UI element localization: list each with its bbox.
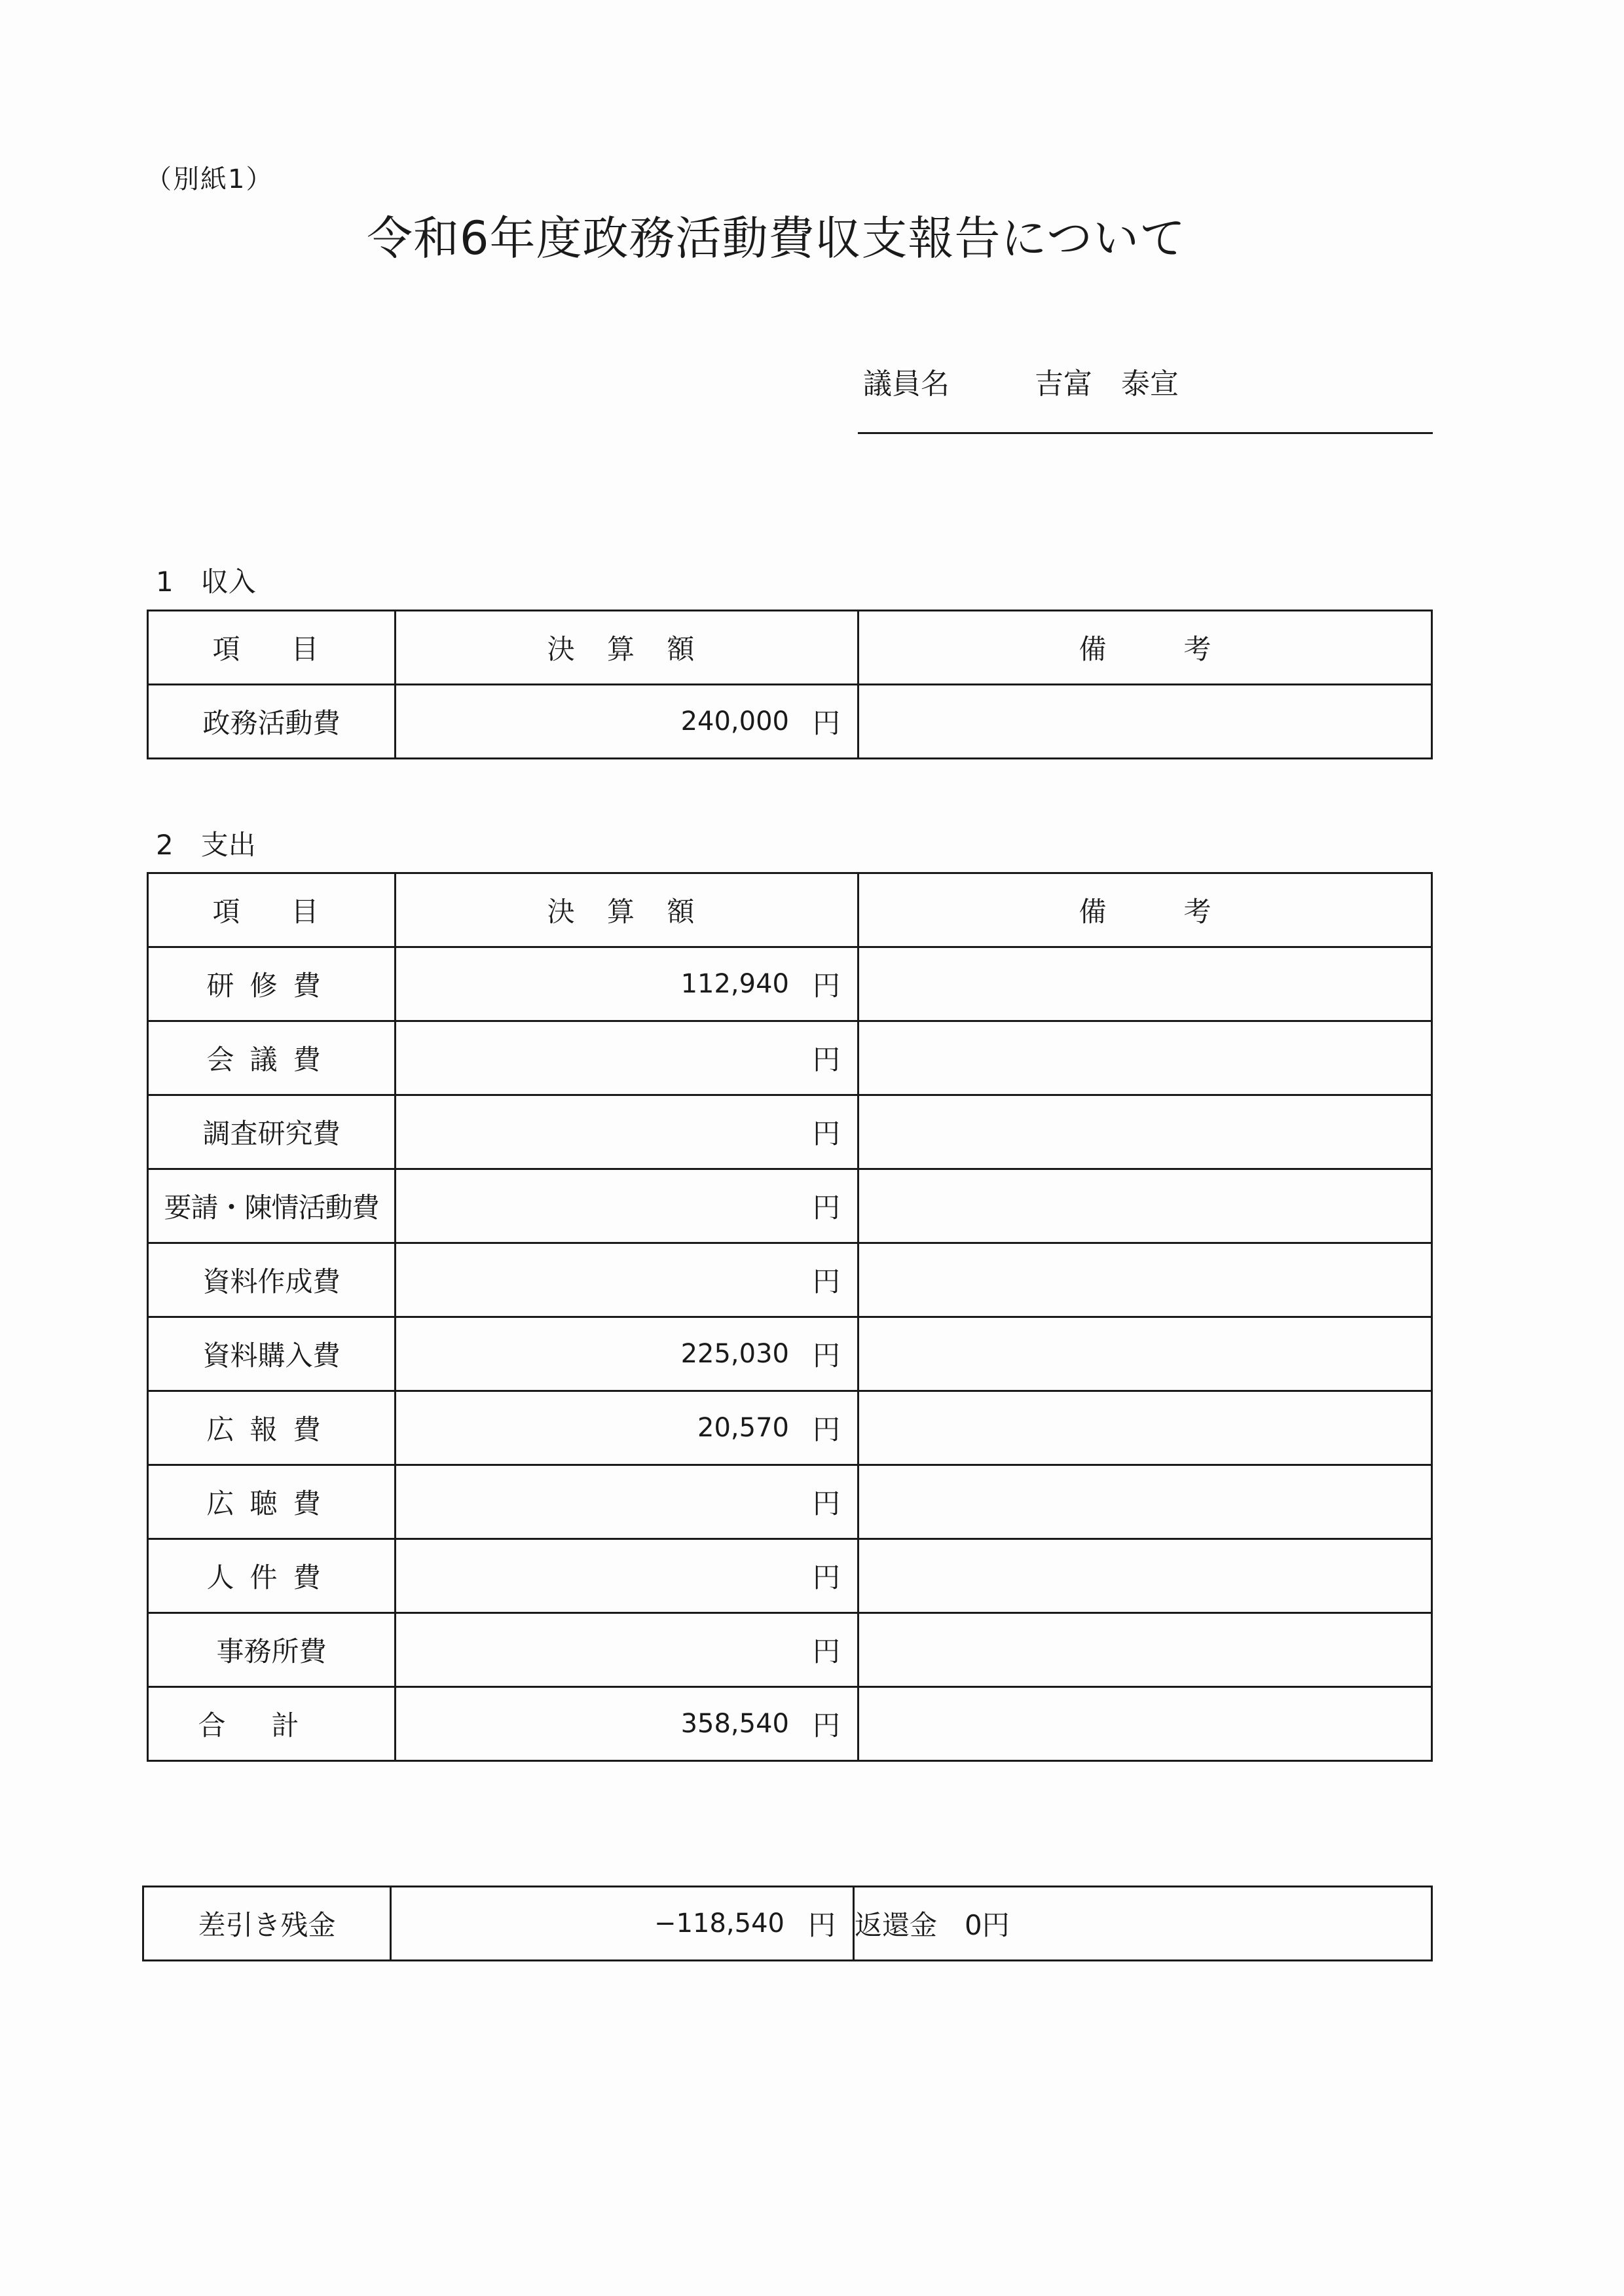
row-amount-cell [396, 1095, 858, 1169]
row-amount: 225,030 [680, 1339, 789, 1369]
row-item: 要請・陳情活動費 [148, 1169, 396, 1243]
row-unit: 円 [812, 1118, 840, 1150]
table-row [148, 1465, 1432, 1539]
member-label: 議員名 [863, 367, 950, 401]
table-row [148, 1021, 1432, 1095]
row-amount-cell [396, 1465, 858, 1539]
row-note [858, 1391, 1432, 1465]
column-header-note-part1: 備 [1079, 633, 1107, 665]
page-title: 令和6年度政務活動費収支報告について [367, 211, 1187, 265]
column-header-note-part2: 考 [1183, 633, 1211, 665]
row-amount: 358,540 [680, 1709, 789, 1739]
row-note [858, 1613, 1432, 1687]
member-underline [858, 432, 1433, 434]
total-row [148, 1687, 1432, 1761]
row-unit: 円 [812, 1339, 840, 1372]
expense-header-row [148, 873, 1432, 947]
row-item: 調査研究費 [148, 1095, 396, 1169]
column-header-item: 項 目 [148, 611, 396, 685]
balance-note: 返還金 0円 [854, 1887, 1432, 1961]
row-unit: 円 [812, 970, 840, 1002]
row-amount-cell [396, 1169, 858, 1243]
row-note [858, 1687, 1432, 1761]
table-row [148, 1391, 1432, 1465]
column-header-amount: 決 算 額 [396, 873, 858, 947]
row-note [858, 1317, 1432, 1391]
row-unit: 円 [812, 1266, 840, 1298]
row-amount: 20,570 [697, 1413, 789, 1443]
balance-item: 差引き残金 [143, 1887, 391, 1961]
row-unit: 円 [812, 1635, 840, 1667]
row-unit: 円 [812, 1413, 840, 1446]
row-amount-cell [396, 1539, 858, 1613]
row-item: 会議費 [148, 1021, 396, 1095]
table-row [148, 1169, 1432, 1243]
row-amount: 112,940 [680, 969, 789, 999]
row-item: 広報費 [148, 1391, 396, 1465]
row-amount-cell [396, 685, 858, 759]
row-note [858, 947, 1432, 1021]
row-unit: 円 [812, 1561, 840, 1594]
income-heading: 1 収入 [156, 566, 256, 598]
row-unit: 円 [812, 1487, 840, 1520]
row-note [858, 1539, 1432, 1613]
column-header-item: 項 目 [148, 873, 396, 947]
row-item: 政務活動費 [148, 685, 396, 759]
table-row [148, 1613, 1432, 1687]
balance-row [143, 1887, 1432, 1961]
row-amount-cell [396, 1687, 858, 1761]
row-item: 事務所費 [148, 1613, 396, 1687]
row-note [858, 1095, 1432, 1169]
row-item: 広聴費 [148, 1465, 396, 1539]
table-row [148, 685, 1432, 759]
row-amount-cell [396, 1317, 858, 1391]
column-header-note [858, 873, 1432, 947]
row-item: 人件費 [148, 1539, 396, 1613]
row-item: 資料購入費 [148, 1317, 396, 1391]
row-amount: 240,000 [680, 706, 789, 737]
row-unit: 円 [812, 1709, 840, 1741]
row-amount-cell [396, 947, 858, 1021]
income-table [147, 610, 1433, 759]
table-row [148, 947, 1432, 1021]
row-note [858, 1243, 1432, 1317]
table-row [148, 1317, 1432, 1391]
table-row [148, 1095, 1432, 1169]
row-note [858, 1169, 1432, 1243]
row-amount-cell [396, 1391, 858, 1465]
table-row [148, 1243, 1432, 1317]
attachment-label: （別紙1） [145, 164, 274, 194]
member-name: 吉富 泰宣 [1035, 367, 1179, 401]
row-unit: 円 [812, 1044, 840, 1076]
column-header-note-part2: 考 [1183, 896, 1211, 928]
balance-unit: 円 [807, 1909, 836, 1941]
row-note [858, 1465, 1432, 1539]
table-row [148, 1539, 1432, 1613]
row-item: 資料作成費 [148, 1243, 396, 1317]
row-amount-cell [396, 1243, 858, 1317]
expense-table [147, 872, 1433, 1762]
row-amount-cell [396, 1021, 858, 1095]
row-amount-cell [396, 1613, 858, 1687]
balance-table [142, 1886, 1433, 1961]
column-header-amount: 決 算 額 [396, 611, 858, 685]
row-note [858, 685, 1432, 759]
balance-amount: −118,540 [654, 1908, 784, 1939]
balance-amount-cell [391, 1887, 854, 1961]
row-unit: 円 [812, 707, 840, 739]
row-item: 研修費 [148, 947, 396, 1021]
row-note [858, 1021, 1432, 1095]
column-header-note-part1: 備 [1079, 896, 1107, 928]
row-unit: 円 [812, 1192, 840, 1224]
expense-heading: 2 支出 [156, 829, 256, 861]
row-item: 合計 [148, 1687, 396, 1761]
income-header-row [148, 611, 1432, 685]
column-header-note [858, 611, 1432, 685]
